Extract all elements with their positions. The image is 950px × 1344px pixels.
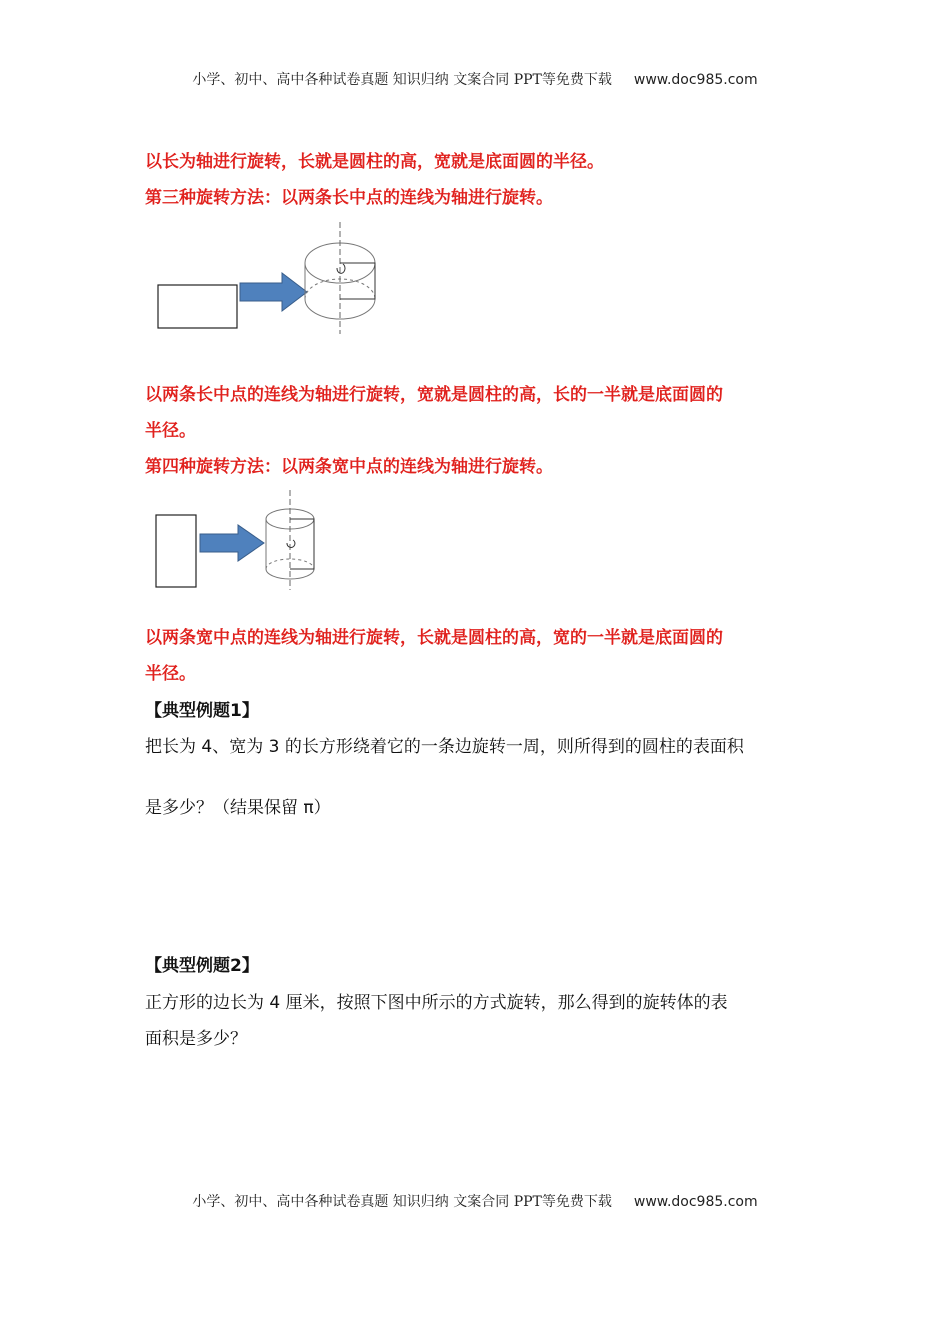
paragraph-method-four-a: 以两条宽中点的连线为轴进行旋转，长就是圆柱的高，宽的一半就是底面圆的 — [145, 628, 723, 648]
heading-method-three: 第三种旋转方法：以两条长中点的连线为轴进行旋转。 — [145, 188, 553, 208]
example-2-question-line-2: 面积是多少？ — [145, 1029, 247, 1049]
paragraph-method-four-b: 半径。 — [145, 664, 196, 684]
paragraph-rotation-long-axis: 以长为轴进行旋转，长就是圆柱的高，宽就是底面圆的半径。 — [145, 152, 604, 172]
rotation-mark-icon — [337, 264, 345, 273]
footer-text: 小学、初中、高中各种试卷真题 知识归纳 文案合同 PPT等免费下载 — [192, 1194, 612, 1210]
example-1-question-line-1: 把长为 4、宽为 3 的长方形绕着它的一条边旋转一周，则所得到的圆柱的表面积 — [145, 737, 744, 757]
blue-arrow — [240, 273, 307, 311]
rotation-mark-icon — [287, 540, 295, 547]
heading-method-four: 第四种旋转方法：以两条宽中点的连线为轴进行旋转。 — [145, 457, 553, 477]
page-footer — [0, 1191, 950, 1211]
example-2-title: 【典型例题2】 — [145, 956, 259, 976]
paragraph-method-three-a: 以两条长中点的连线为轴进行旋转，宽就是圆柱的高，长的一半就是底面圆的 — [145, 385, 723, 405]
example-2-question-line-1: 正方形的边长为 4 厘米，按照下图中所示的方式旋转，那么得到的旋转体的表 — [145, 993, 728, 1013]
tall-rectangle — [156, 515, 196, 587]
example-1-title: 【典型例题1】 — [145, 701, 259, 721]
header-site: www.doc985.com — [633, 72, 758, 88]
footer-site: www.doc985.com — [633, 1194, 758, 1210]
paragraph-method-three-b: 半径。 — [145, 421, 196, 441]
example-1-question-line-2: 是多少？（结果保留 π） — [145, 798, 331, 818]
page-header — [0, 69, 950, 89]
blue-arrow — [200, 525, 264, 561]
wide-rectangle — [158, 285, 237, 328]
figure-method-three — [150, 222, 390, 337]
rotated-rectangle-outline — [290, 519, 314, 569]
figure-method-four — [150, 488, 330, 593]
header-text: 小学、初中、高中各种试卷真题 知识归纳 文案合同 PPT等免费下载 — [192, 72, 612, 88]
